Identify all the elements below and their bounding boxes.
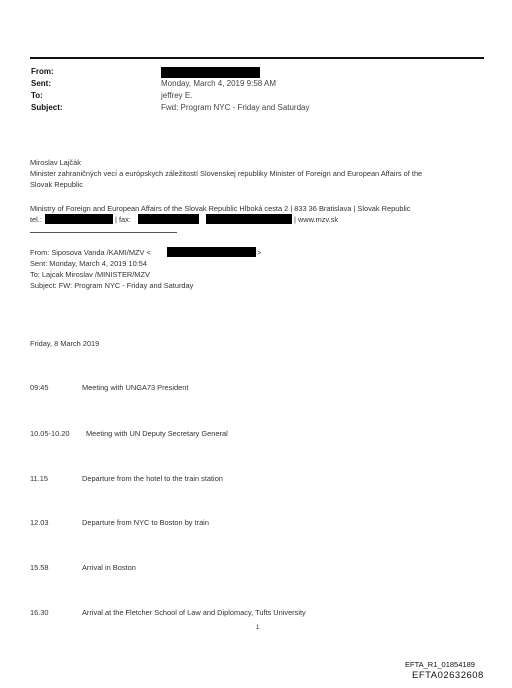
- sent-label: Sent:: [31, 79, 51, 88]
- signature-address: Ministry of Foreign and European Affairs of the Slovak Republic Hlboká cesta 2 | 833 36 Bratislava | Slovak Republic: [30, 204, 411, 213]
- signature-separator: [30, 232, 177, 233]
- footer-id-1: EFTA_R1_01854189: [405, 660, 475, 669]
- fax-label: | fax:: [115, 215, 131, 224]
- website-link[interactable]: | www.mzv.sk: [294, 215, 339, 224]
- header-top-rule: [30, 57, 484, 59]
- page-number: 1: [256, 625, 260, 631]
- subject-value: Fwd: Program NYC - Friday and Saturday: [161, 103, 310, 112]
- schedule-event: Arrival in Boston: [82, 563, 136, 572]
- schedule-time: 11.15: [30, 474, 48, 483]
- sent-value: Monday, March 4, 2019 9:58 AM: [161, 79, 277, 88]
- schedule-event: Meeting with UN Deputy Secretary General: [86, 429, 228, 438]
- fwd-from: From: Siposova Vanda /KAMI/MZV <: [30, 248, 151, 257]
- redacted-block: [161, 67, 260, 78]
- fwd-to: To: Lajcak Miroslav /MINISTER/MZV: [30, 270, 150, 279]
- to-value: jeffrey E.: [161, 91, 193, 100]
- schedule-event: Arrival at the Fletcher School of Law and Diplomacy, Tufts University: [82, 608, 306, 617]
- schedule-event: Departure from NYC to Boston by train: [82, 518, 209, 527]
- schedule-time: 12.03: [30, 518, 49, 527]
- schedule-event: Meeting with UNGA73 President: [82, 383, 189, 392]
- redacted-block: [206, 214, 292, 224]
- schedule-time: 15.58: [30, 563, 49, 572]
- signature-title-line2: Slovak Republic: [30, 180, 83, 189]
- schedule-event: Departure from the hotel to the train station: [82, 474, 223, 483]
- schedule-time: 09:45: [30, 383, 49, 392]
- tel-label: tel.:: [30, 215, 42, 224]
- subject-label: Subject:: [31, 103, 63, 112]
- fwd-sent: Sent: Monday, March 4, 2019 10:54: [30, 259, 147, 268]
- signature-name: Miroslav Lajčák: [30, 158, 81, 167]
- redacted-block: [45, 214, 113, 224]
- to-label: To:: [31, 91, 43, 100]
- fwd-subject: Subject: FW: Program NYC - Friday and Saturday: [30, 281, 194, 290]
- redacted-block: [138, 214, 199, 224]
- from-label: From:: [31, 67, 54, 76]
- schedule-date: Friday, 8 March 2019: [30, 339, 100, 348]
- signature-title-line1: Minister zahraničných vecí a európskych záležitostí Slovenskej republiky Minister of Foreign and European Affairs of the: [30, 169, 423, 178]
- fwd-from-end: >: [257, 248, 262, 257]
- footer-id-2: EFTA02632608: [412, 670, 484, 681]
- schedule-time: 10.05-10.20: [30, 429, 70, 438]
- redacted-block: [167, 247, 256, 257]
- schedule-time: 16.30: [30, 608, 49, 617]
